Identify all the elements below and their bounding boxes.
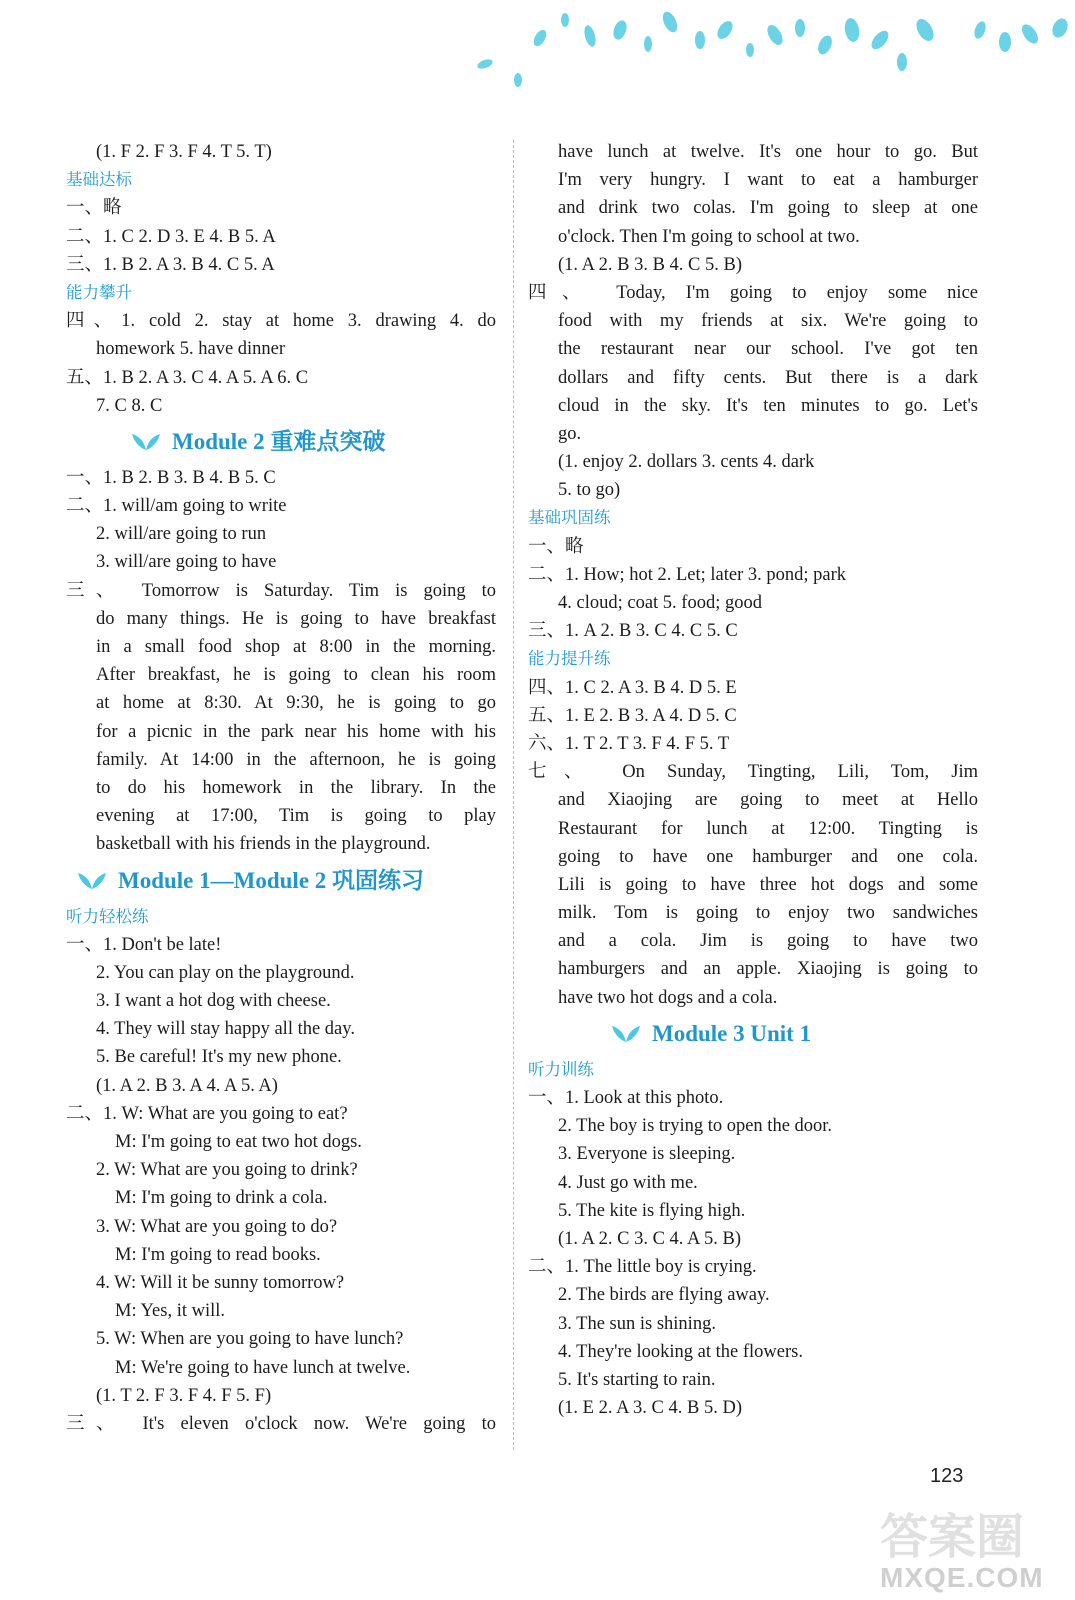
answer-line: 3. will/are going to have xyxy=(96,552,277,573)
answer-line: 3. W: What are you going to do? xyxy=(96,1216,338,1237)
section-label: 听力训练 xyxy=(528,1059,594,1079)
answer-line: (1. enjoy 2. dollars 3. cents 4. dark xyxy=(558,452,815,473)
watermark-site: MXQE.COM xyxy=(880,1562,1044,1593)
answer-line: dollars and fifty cents. But there is a dark xyxy=(558,367,978,388)
leaf-icon xyxy=(76,871,108,891)
leaf-icon xyxy=(610,1024,642,1044)
answer-line: hamburgers and an apple. Xiaojing is going to xyxy=(558,959,978,980)
answer-line: 一、1. B 2. B 3. B 4. B 5. C xyxy=(66,467,276,488)
answer-line: (1. A 2. B 3. B 4. C 5. B) xyxy=(558,254,742,275)
answer-line: 二、1. will/am going to write xyxy=(66,496,287,517)
column-divider xyxy=(513,140,514,1450)
answer-line: (1. F 2. F 3. F 4. T 5. T) xyxy=(96,142,272,162)
answer-line: have two hot dogs and a cola. xyxy=(558,987,778,1008)
answer-line: and drink two colas. I'm going to sleep at one xyxy=(558,198,978,219)
answer-line: 三、 It's eleven o'clock now. We're going to xyxy=(66,1413,496,1434)
answer-line: 五、1. B 2. A 3. C 4. A 5. A 6. C xyxy=(66,367,309,388)
answer-line: M: I'm going to drink a cola. xyxy=(115,1188,328,1209)
answer-line: 七、 On Sunday, Tingting, Lili, Tom, Jim xyxy=(528,762,978,783)
answer-line: food with my friends at six. We're going to xyxy=(558,311,978,332)
answer-line: 3. The sun is shining. xyxy=(558,1313,716,1334)
module-heading-text: Module 3 Unit 1 xyxy=(652,1020,812,1046)
module-heading xyxy=(66,859,496,903)
answer-line: 四、 Today, I'm going to enjoy some nice xyxy=(528,282,978,303)
answer-line: go. xyxy=(558,423,582,444)
answer-line: 三、1. B 2. A 3. B 4. C 5. A xyxy=(66,254,275,275)
answer-line: o'clock. Then I'm going to school at two. xyxy=(558,226,860,247)
right-column xyxy=(528,138,978,1422)
answer-line: 二、1. The little boy is crying. xyxy=(528,1257,757,1278)
answer-line: and a cola. Jim is going to have two xyxy=(558,931,978,952)
answer-line: 五、1. E 2. B 3. A 4. D 5. C xyxy=(528,705,737,726)
leaf-decoration xyxy=(470,0,1075,95)
answer-line: 4. They will stay happy all the day. xyxy=(96,1019,355,1040)
answer-line: 一、略 xyxy=(66,198,122,219)
answer-line: 四、1. C 2. A 3. B 4. D 5. E xyxy=(528,677,737,698)
answer-line: 4. They're looking at the flowers. xyxy=(558,1341,803,1362)
answer-line: and Xiaojing are going to meet at Hello xyxy=(558,790,978,811)
answer-line: 5. to go) xyxy=(558,480,621,501)
answer-line: 二、1. W: What are you going to eat? xyxy=(66,1103,348,1124)
answer-line: 一、略 xyxy=(528,536,584,557)
answer-line: 3. Everyone is sleeping. xyxy=(558,1144,736,1165)
answer-line: 2. W: What are you going to drink? xyxy=(96,1160,358,1181)
section-label: 听力轻松练 xyxy=(66,906,149,926)
answer-line: 5. The kite is flying high. xyxy=(558,1200,746,1221)
answer-line: 5. Be careful! It's my new phone. xyxy=(96,1047,342,1068)
answer-line: do many things. He is going to have breakfast xyxy=(96,608,496,629)
answer-line: the restaurant near our school. I've got ten xyxy=(558,339,978,360)
answer-line: 2. The birds are flying away. xyxy=(558,1285,770,1306)
answer-line: Restaurant for lunch at 12:00. Tingting is xyxy=(558,818,978,839)
answer-line: 三、 Tomorrow is Saturday. Tim is going to xyxy=(66,580,496,601)
answer-line: 5. It's starting to rain. xyxy=(558,1369,716,1390)
answer-line: (1. A 2. B 3. A 4. A 5. A) xyxy=(96,1075,278,1096)
answer-line: 2. You can play on the playground. xyxy=(96,962,355,983)
answer-line: 4. W: Will it be sunny tomorrow? xyxy=(96,1272,345,1293)
section-label: 基础巩固练 xyxy=(528,508,611,528)
answer-line: 4. cloud; coat 5. food; good xyxy=(558,593,762,613)
answer-line: (1. E 2. A 3. C 4. B 5. D) xyxy=(558,1398,742,1419)
answer-line: cloud in the sky. It's ten minutes to go. Let's xyxy=(558,395,978,416)
answer-line: in a small food shop at 8:00 in the morning. xyxy=(96,637,496,657)
module-heading xyxy=(528,1012,978,1056)
answer-line: to do his homework in the library. In the xyxy=(96,777,496,798)
section-label: 能力提升练 xyxy=(528,649,611,669)
answer-line: M: I'm going to eat two hot dogs. xyxy=(115,1132,362,1152)
answer-line: 二、1. C 2. D 3. E 4. B 5. A xyxy=(66,226,276,247)
watermark-logo: 答案圈 xyxy=(880,1509,1025,1565)
answer-line: have lunch at twelve. It's one hour to go. But xyxy=(558,142,978,162)
answer-line: M: We're going to have lunch at twelve. xyxy=(115,1357,411,1378)
answer-line: for a picnic in the park near his home with his xyxy=(96,721,496,742)
module-heading-text: Module 2 重难点突破 xyxy=(172,428,386,454)
answer-line: evening at 17:00, Tim is going to play xyxy=(96,806,496,827)
left-column xyxy=(66,138,496,1438)
answer-line: (1. T 2. F 3. F 4. F 5. F) xyxy=(96,1385,272,1406)
answer-line: family. At 14:00 in the afternoon, he is going xyxy=(96,749,496,770)
answer-line: 二、1. How; hot 2. Let; later 3. pond; park xyxy=(528,564,847,585)
answer-line: at home at 8:30. At 9:30, he is going to go xyxy=(96,693,496,714)
answer-line: M: I'm going to read books. xyxy=(115,1244,321,1265)
leaf-icon xyxy=(130,432,162,452)
answer-line: going to have one hamburger and one cola. xyxy=(558,846,978,867)
answer-line: homework 5. have dinner xyxy=(96,339,286,360)
page-number: 123 xyxy=(930,1465,964,1487)
module-heading xyxy=(66,420,496,464)
answer-line: 六、1. T 2. T 3. F 4. F 5. T xyxy=(528,733,730,754)
watermark xyxy=(880,1470,1075,1600)
answer-line: 三、1. A 2. B 3. C 4. C 5. C xyxy=(528,621,738,642)
answer-line: I'm very hungry. I want to eat a hamburger xyxy=(558,170,978,191)
answer-line: 3. I want a hot dog with cheese. xyxy=(96,991,331,1012)
section-label: 能力攀升 xyxy=(66,282,132,302)
answer-line: 4. Just go with me. xyxy=(558,1172,698,1193)
answer-line: M: Yes, it will. xyxy=(115,1301,226,1322)
module-heading-text: Module 1—Module 2 巩固练习 xyxy=(118,867,425,893)
answer-line: After breakfast, he is going to clean his room xyxy=(96,665,496,686)
answer-line: 5. W: When are you going to have lunch? xyxy=(96,1329,404,1350)
answer-line: 一、1. Look at this photo. xyxy=(528,1088,724,1108)
answer-line: Lili is going to have three hot dogs and some xyxy=(558,874,978,895)
answer-line: 一、1. Don't be late! xyxy=(66,934,222,955)
answer-line: 2. will/are going to run xyxy=(96,524,267,545)
answer-line: 2. The boy is trying to open the door. xyxy=(558,1116,833,1137)
answer-line: basketball with his friends in the playground. xyxy=(96,834,431,855)
answer-line: 四、1. cold 2. stay at home 3. drawing 4. do xyxy=(66,311,496,332)
section-label: 基础达标 xyxy=(66,170,132,190)
answer-line: milk. Tom is going to enjoy two sandwiches xyxy=(558,903,978,924)
answer-line: (1. A 2. C 3. C 4. A 5. B) xyxy=(558,1228,741,1249)
answer-line: 7. C 8. C xyxy=(96,395,163,416)
